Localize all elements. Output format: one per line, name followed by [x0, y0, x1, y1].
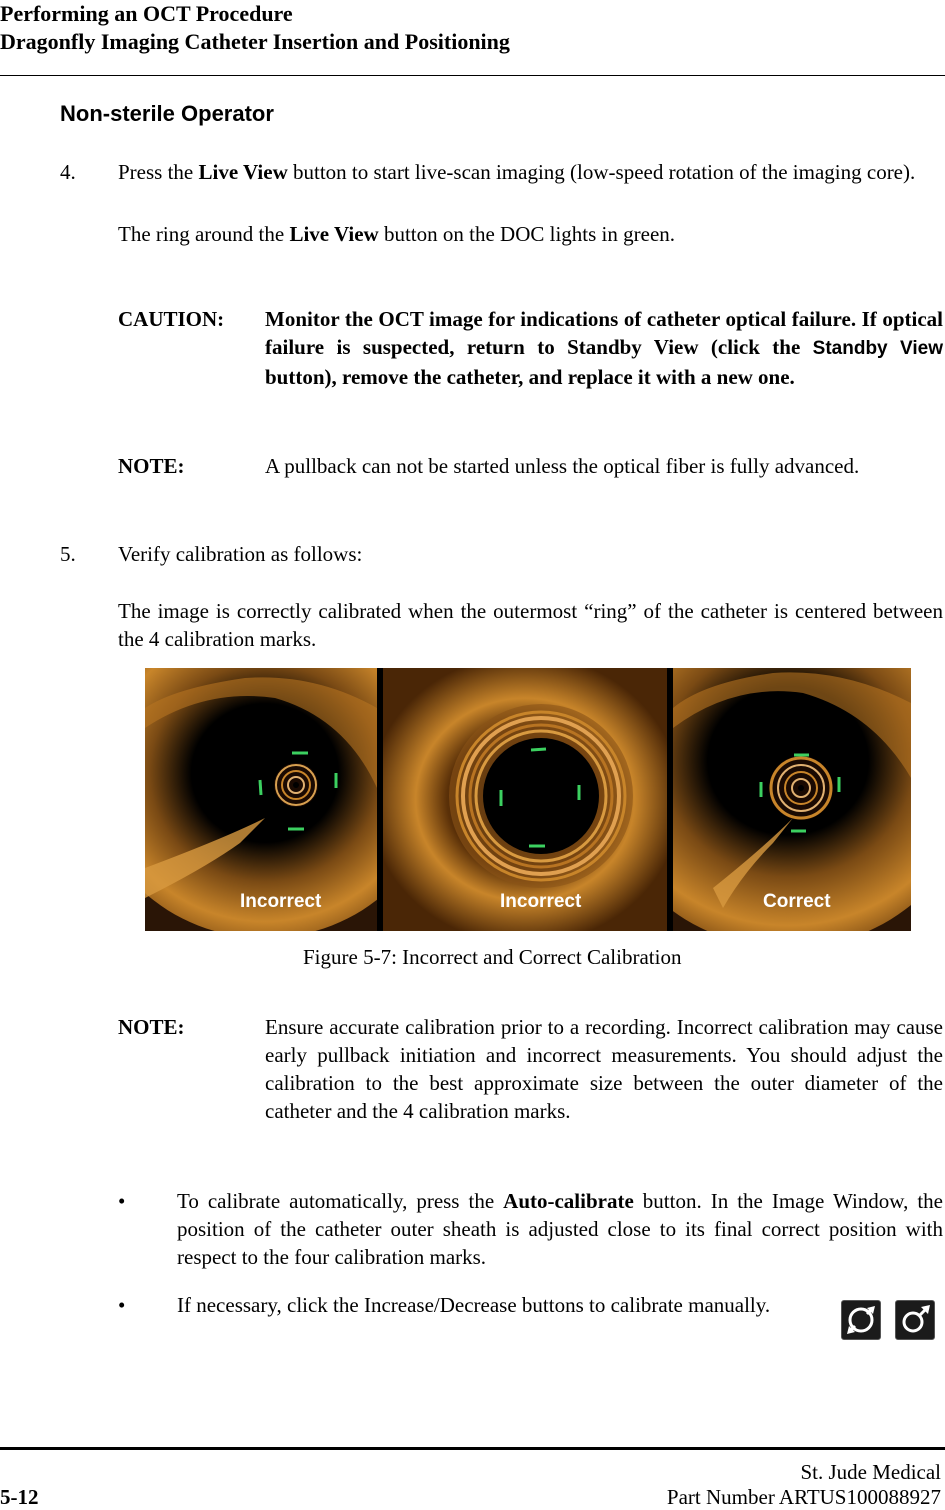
step-4-number: 4.	[60, 160, 76, 184]
caution-text: Monitor the OCT image for indications of catheter optical failure. If optical failure is suspected, return to Standby View (click the Standby View button), remove the catheter, and replace it with a new one.	[265, 307, 943, 389]
note-1-label: NOTE:	[118, 454, 185, 478]
step-4-ring-text: The ring around the Live View button on the DOC lights in green.	[118, 222, 676, 246]
footer-rule	[0, 1447, 945, 1450]
increase-calibration-icon[interactable]	[895, 1300, 935, 1340]
auto-calibrate-term: Auto-calibrate	[503, 1189, 634, 1213]
live-view-term: Live View	[198, 160, 288, 184]
bullet-2-marker: •	[118, 1293, 126, 1317]
note-2-text: Ensure accurate calibration prior to a recording. Incorrect calibration may cause early pullback initiation and incorrect measurements. You should adjust the calibration to the best approximate size between the outer diameter of the catheter and the 4 calibration marks.	[265, 1015, 943, 1123]
page-number: 5-12	[0, 1485, 39, 1509]
oct-panel-correct	[673, 668, 911, 931]
step-5-number: 5.	[60, 542, 76, 566]
step-5-description: The image is correctly calibrated when the outermost “ring” of the catheter is centered between the 4 calibration marks.	[118, 599, 943, 651]
figure-label-incorrect-1: Incorrect	[240, 891, 322, 912]
footer-company: St. Jude Medical	[800, 1460, 941, 1484]
part-number: Part Number ARTUS100088927	[666, 1485, 941, 1509]
running-header-section: Dragonfly Imaging Catheter Insertion and Positioning	[0, 29, 510, 54]
decrease-calibration-icon[interactable]	[841, 1300, 881, 1340]
note-1-text: A pullback can not be started unless the optical fiber is fully advanced.	[265, 454, 860, 478]
step-4-text: Press the Live View button to start live-scan imaging (low-speed rotation of the imaging core).	[118, 160, 916, 184]
section-title: Non-sterile Operator	[60, 101, 274, 126]
bullet-1-marker: •	[118, 1189, 126, 1213]
figure-caption: Figure 5-7: Incorrect and Correct Calibration	[303, 945, 682, 969]
figure-label-correct: Correct	[763, 891, 831, 912]
running-header-chapter: Performing an OCT Procedure	[0, 1, 293, 26]
bullet-2-text: If necessary, click the Increase/Decrease buttons to calibrate manually.	[177, 1293, 771, 1317]
caution-label: CAUTION:	[118, 307, 225, 331]
oct-panel-incorrect-1	[145, 668, 377, 931]
bullet-1-text: To calibrate automatically, press the Auto-calibrate button. In the Image Window, the position of the catheter outer sheath is adjusted close to its final correct position with respect to the four calibration marks.	[177, 1189, 943, 1269]
oct-panel-incorrect-2	[383, 668, 667, 931]
note-2-label: NOTE:	[118, 1015, 185, 1039]
calibration-figure	[145, 668, 911, 931]
header-rule	[0, 75, 945, 76]
step-5-text: Verify calibration as follows:	[118, 542, 363, 566]
figure-label-incorrect-2: Incorrect	[500, 891, 582, 912]
